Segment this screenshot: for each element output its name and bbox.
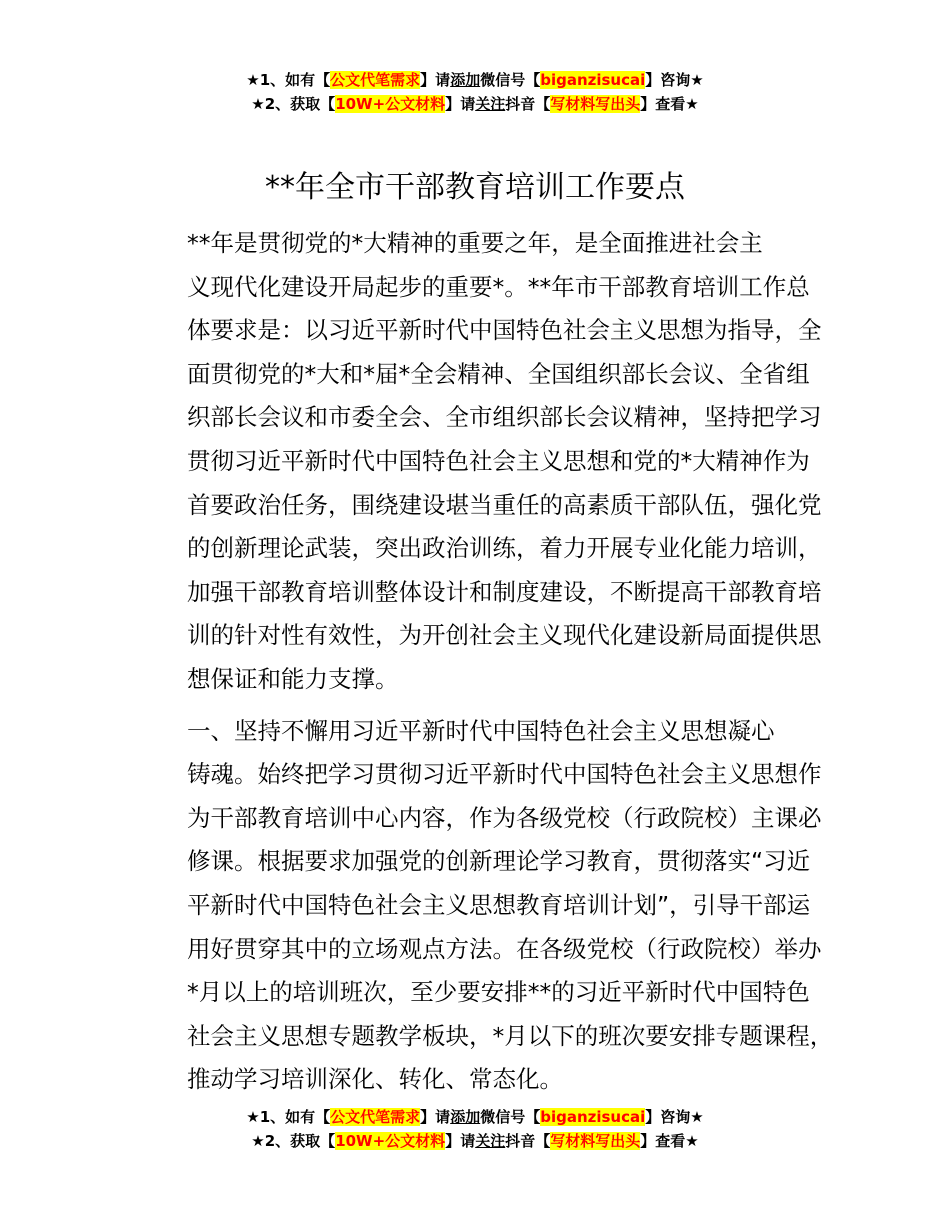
text-line: 的创新理论武装，突出政治训练，着力开展专业化能力培训，	[187, 534, 822, 563]
paragraph-intro	[140, 222, 840, 702]
text-line: 体要求是：以习近平新时代中国特色社会主义思想为指导，全	[187, 316, 822, 345]
banner-text: ★2、获取【	[251, 1132, 336, 1150]
footer-banner-line-2	[0, 1129, 950, 1153]
text-line: 用好贯穿其中的立场观点方法。在各级党校（行政院校）举办	[187, 934, 822, 963]
banner-text: 】咨询★	[645, 71, 704, 89]
banner-highlight-materials: 10W+公文材料	[335, 1132, 446, 1150]
banner-text: 】查看★	[640, 1132, 699, 1150]
banner-text: ★2、获取【	[251, 95, 336, 113]
text-line: *月以上的培训班次，至少要安排**的习近平新时代中国特色	[187, 978, 810, 1007]
banner-highlight-wechat-id: biganzisucai	[540, 1108, 646, 1126]
banner-text: 微信号【	[480, 1108, 541, 1126]
banner-underlined-text: 添加	[450, 1108, 481, 1126]
text-line: 加强干部教育培训整体设计和制度建设，不断提高干部教育培	[187, 577, 822, 606]
banner-text: 】请	[420, 1108, 451, 1126]
text-line: 训的针对性有效性，为开创社会主义现代化建设新局面提供思	[187, 621, 822, 650]
banner-highlight-service: 公文代笔需求	[330, 71, 421, 89]
banner-highlight-materials: 10W+公文材料	[335, 95, 446, 113]
text-line: 想保证和能力支撑。	[187, 664, 399, 693]
banner-text: ★1、如有【	[246, 1108, 331, 1126]
text-line: 铸魂。始终把学习贯彻习近平新时代中国特色社会主义思想作	[187, 760, 822, 789]
banner-underlined-text: 关注	[475, 95, 506, 113]
banner-text: ★1、如有【	[246, 71, 331, 89]
text-line: 面贯彻党的*大和*届*全会精神、全国组织部长会议、全省组	[187, 359, 810, 388]
text-line: 织部长会议和市委全会、全市组织部长会议精神，坚持把学习	[187, 403, 822, 432]
banner-highlight-service: 公文代笔需求	[330, 1108, 421, 1126]
banner-text: 抖音【	[505, 1132, 551, 1150]
text-line: 义现代化建设开局起步的重要*。**年市干部教育培训工作总	[187, 272, 810, 301]
banner-text: 抖音【	[505, 95, 551, 113]
banner-text: 】请	[445, 1132, 476, 1150]
text-line: 为干部教育培训中心内容，作为各级党校（行政院校）主课必	[187, 803, 822, 832]
document-title: **年全市干部教育培训工作要点	[265, 170, 685, 205]
header-banner-line-1	[0, 68, 950, 92]
banner-text: 】请	[445, 95, 476, 113]
banner-underlined-text: 关注	[475, 1132, 506, 1150]
text-line: 推动学习培训深化、转化、常态化。	[187, 1065, 563, 1094]
document-body	[140, 222, 840, 1102]
text-line: 修课。根据要求加强党的创新理论学习教育，贯彻落实“习近	[187, 847, 811, 876]
banner-text: 微信号【	[480, 71, 541, 89]
banner-highlight-douyin-account: 写材料写出头	[550, 95, 641, 113]
banner-underlined-text: 添加	[450, 71, 481, 89]
footer-banner	[0, 1105, 950, 1153]
text-line: 贯彻习近平新时代中国特色社会主义思想和党的*大精神作为	[187, 446, 810, 475]
text-line: 社会主义思想专题教学板块，*月以下的班次要安排专题课程，	[187, 1021, 834, 1050]
paragraph-section-1	[140, 710, 840, 1102]
text-line: **年是贯彻党的*大精神的重要之年，是全面推进社会主	[187, 229, 763, 257]
header-banner-line-2	[0, 92, 950, 116]
text-line: 一、坚持不懈用习近平新时代中国特色社会主义思想凝心	[187, 716, 775, 745]
banner-text: 】请	[420, 71, 451, 89]
banner-text: 】查看★	[640, 95, 699, 113]
text-line: 平新时代中国特色社会主义思想教育培训计划”，引导干部运	[187, 890, 811, 919]
header-banner	[0, 68, 950, 116]
banner-highlight-wechat-id: biganzisucai	[540, 71, 646, 89]
footer-banner-line-1	[0, 1105, 950, 1129]
banner-text: 】咨询★	[645, 1108, 704, 1126]
text-line: 首要政治任务，围绕建设堪当重任的高素质干部队伍，强化党	[187, 490, 822, 519]
banner-highlight-douyin-account: 写材料写出头	[550, 1132, 641, 1150]
